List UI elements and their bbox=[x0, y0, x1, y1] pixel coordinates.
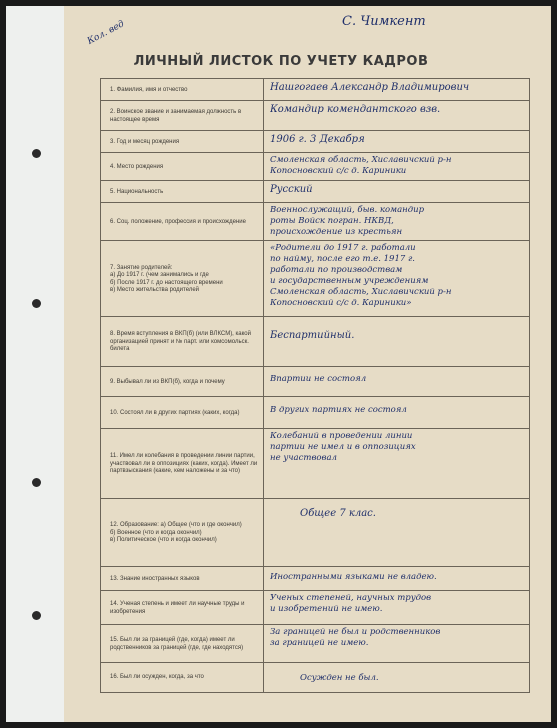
document-title: ЛИЧНЫЙ ЛИСТОК ПО УЧЕТУ КАДРОВ bbox=[133, 54, 429, 69]
form-row-party-entry bbox=[100, 316, 530, 367]
row-answer: Осужден не был. bbox=[300, 673, 379, 683]
document-sheet bbox=[6, 6, 551, 722]
row-answer: Впартии не состоял bbox=[270, 374, 367, 384]
form-row-rank bbox=[100, 100, 530, 131]
row-label: 2. Воинское звание и занимаемая должность в настоящее время bbox=[100, 101, 264, 131]
row-label: 15. Был ли за границей (где, когда) имеет ли родственников за границей (где, где находятся) bbox=[100, 625, 264, 663]
row-label: 16. Был ли осужден, когда, за что bbox=[100, 663, 264, 692]
form-row-name bbox=[100, 78, 530, 101]
form-row-languages bbox=[100, 566, 530, 591]
top-handwritten-note: С. Чимкент bbox=[342, 14, 426, 29]
row-label: 13. Знание иностранных языков bbox=[100, 567, 264, 591]
form-row-degrees bbox=[100, 590, 530, 625]
row-label: 8. Время вступления в ВКП(б) (или ВЛКСМ), какой организацией принят и № парт. или комсомольск. билета bbox=[100, 317, 264, 367]
row-answer: Колебаний в проведении линии партии не имел и в оппозициях не участвовал bbox=[270, 431, 416, 463]
row-answer: Нашгогаев Александр Владимирович bbox=[270, 82, 470, 93]
row-label: 3. Год и месяц рождения bbox=[100, 131, 264, 153]
form-row-party-exit bbox=[100, 366, 530, 397]
binder-margin bbox=[6, 6, 64, 722]
form-row-other-parties bbox=[100, 396, 530, 429]
row-answer: Командир комендантского взв. bbox=[270, 104, 441, 115]
row-answer: Русский bbox=[270, 184, 313, 195]
punch-hole bbox=[32, 299, 41, 308]
form-row-nationality bbox=[100, 180, 530, 203]
punch-hole bbox=[32, 149, 41, 158]
row-label: 11. Имел ли колебания в проведении линии партии, участвовал ли в оппозициях (каких, когда). Имеет ли партвзыскания (какие, кем наложены и за что) bbox=[100, 429, 264, 499]
punch-hole bbox=[32, 611, 41, 620]
row-answer: Военнослужащий, быв. командир роты Войск погран. НКВД, происхождение из крестьян bbox=[270, 205, 425, 237]
form-row-education bbox=[100, 498, 530, 567]
row-label: 14. Ученая степень и имеет ли научные труды и изобретения bbox=[100, 591, 264, 625]
personnel-form-table bbox=[100, 78, 530, 692]
form-row-convictions bbox=[100, 662, 530, 693]
row-answer: За границей не был и родственников за границей не имею. bbox=[270, 627, 441, 648]
row-answer: Беспартийный. bbox=[270, 330, 355, 341]
row-answer: Смоленская область, Хиславичский р-н Копосновский с/с д. Кариники bbox=[270, 155, 452, 176]
row-answer: «Родители до 1917 г. работали по найму, после его т.е. 1917 г. работали по производствам и государственным учреждениям Смоленская область, Хиславичский р-н Копосновский с/с д. Кариники» bbox=[270, 243, 452, 308]
punch-hole bbox=[32, 478, 41, 487]
row-answer: Иностранными языками не владею. bbox=[270, 572, 437, 582]
row-label: 10. Состоял ли в других партиях (каких, когда) bbox=[100, 397, 264, 429]
row-answer: Общее 7 клас. bbox=[300, 508, 376, 519]
form-row-abroad bbox=[100, 624, 530, 663]
corner-handwritten-note: Кол. вед bbox=[86, 19, 127, 47]
row-label: 4. Место рождения bbox=[100, 153, 264, 181]
row-label: 1. Фамилия, имя и отчество bbox=[100, 79, 264, 101]
row-label: 6. Соц. положение, профессия и происхождение bbox=[100, 203, 264, 241]
row-answer: В других партиях не состоял bbox=[270, 405, 407, 415]
form-row-opposition bbox=[100, 428, 530, 499]
row-label: 9. Выбывал ли из ВКП(б), когда и почему bbox=[100, 367, 264, 397]
form-row-birth-place bbox=[100, 152, 530, 181]
row-answer: Ученых степеней, научных трудов и изобретений не имею. bbox=[270, 593, 432, 614]
row-label: 12. Образование: а) Общее (что и где окончил) б) Военное (что и когда окончил) в) Политическое (что и когда окончил) bbox=[100, 499, 264, 567]
form-row-parents bbox=[100, 240, 530, 317]
row-answer: 1906 г. 3 Декабря bbox=[270, 134, 365, 145]
row-label: 5. Национальность bbox=[100, 181, 264, 203]
row-label: 7. Занятие родителей: а) До 1917 г. (чем занимались и где б) После 1917 г. до настоящего времени в) Место жительства родителей bbox=[100, 241, 264, 317]
form-row-social-status bbox=[100, 202, 530, 241]
form-row-birth-date bbox=[100, 130, 530, 153]
